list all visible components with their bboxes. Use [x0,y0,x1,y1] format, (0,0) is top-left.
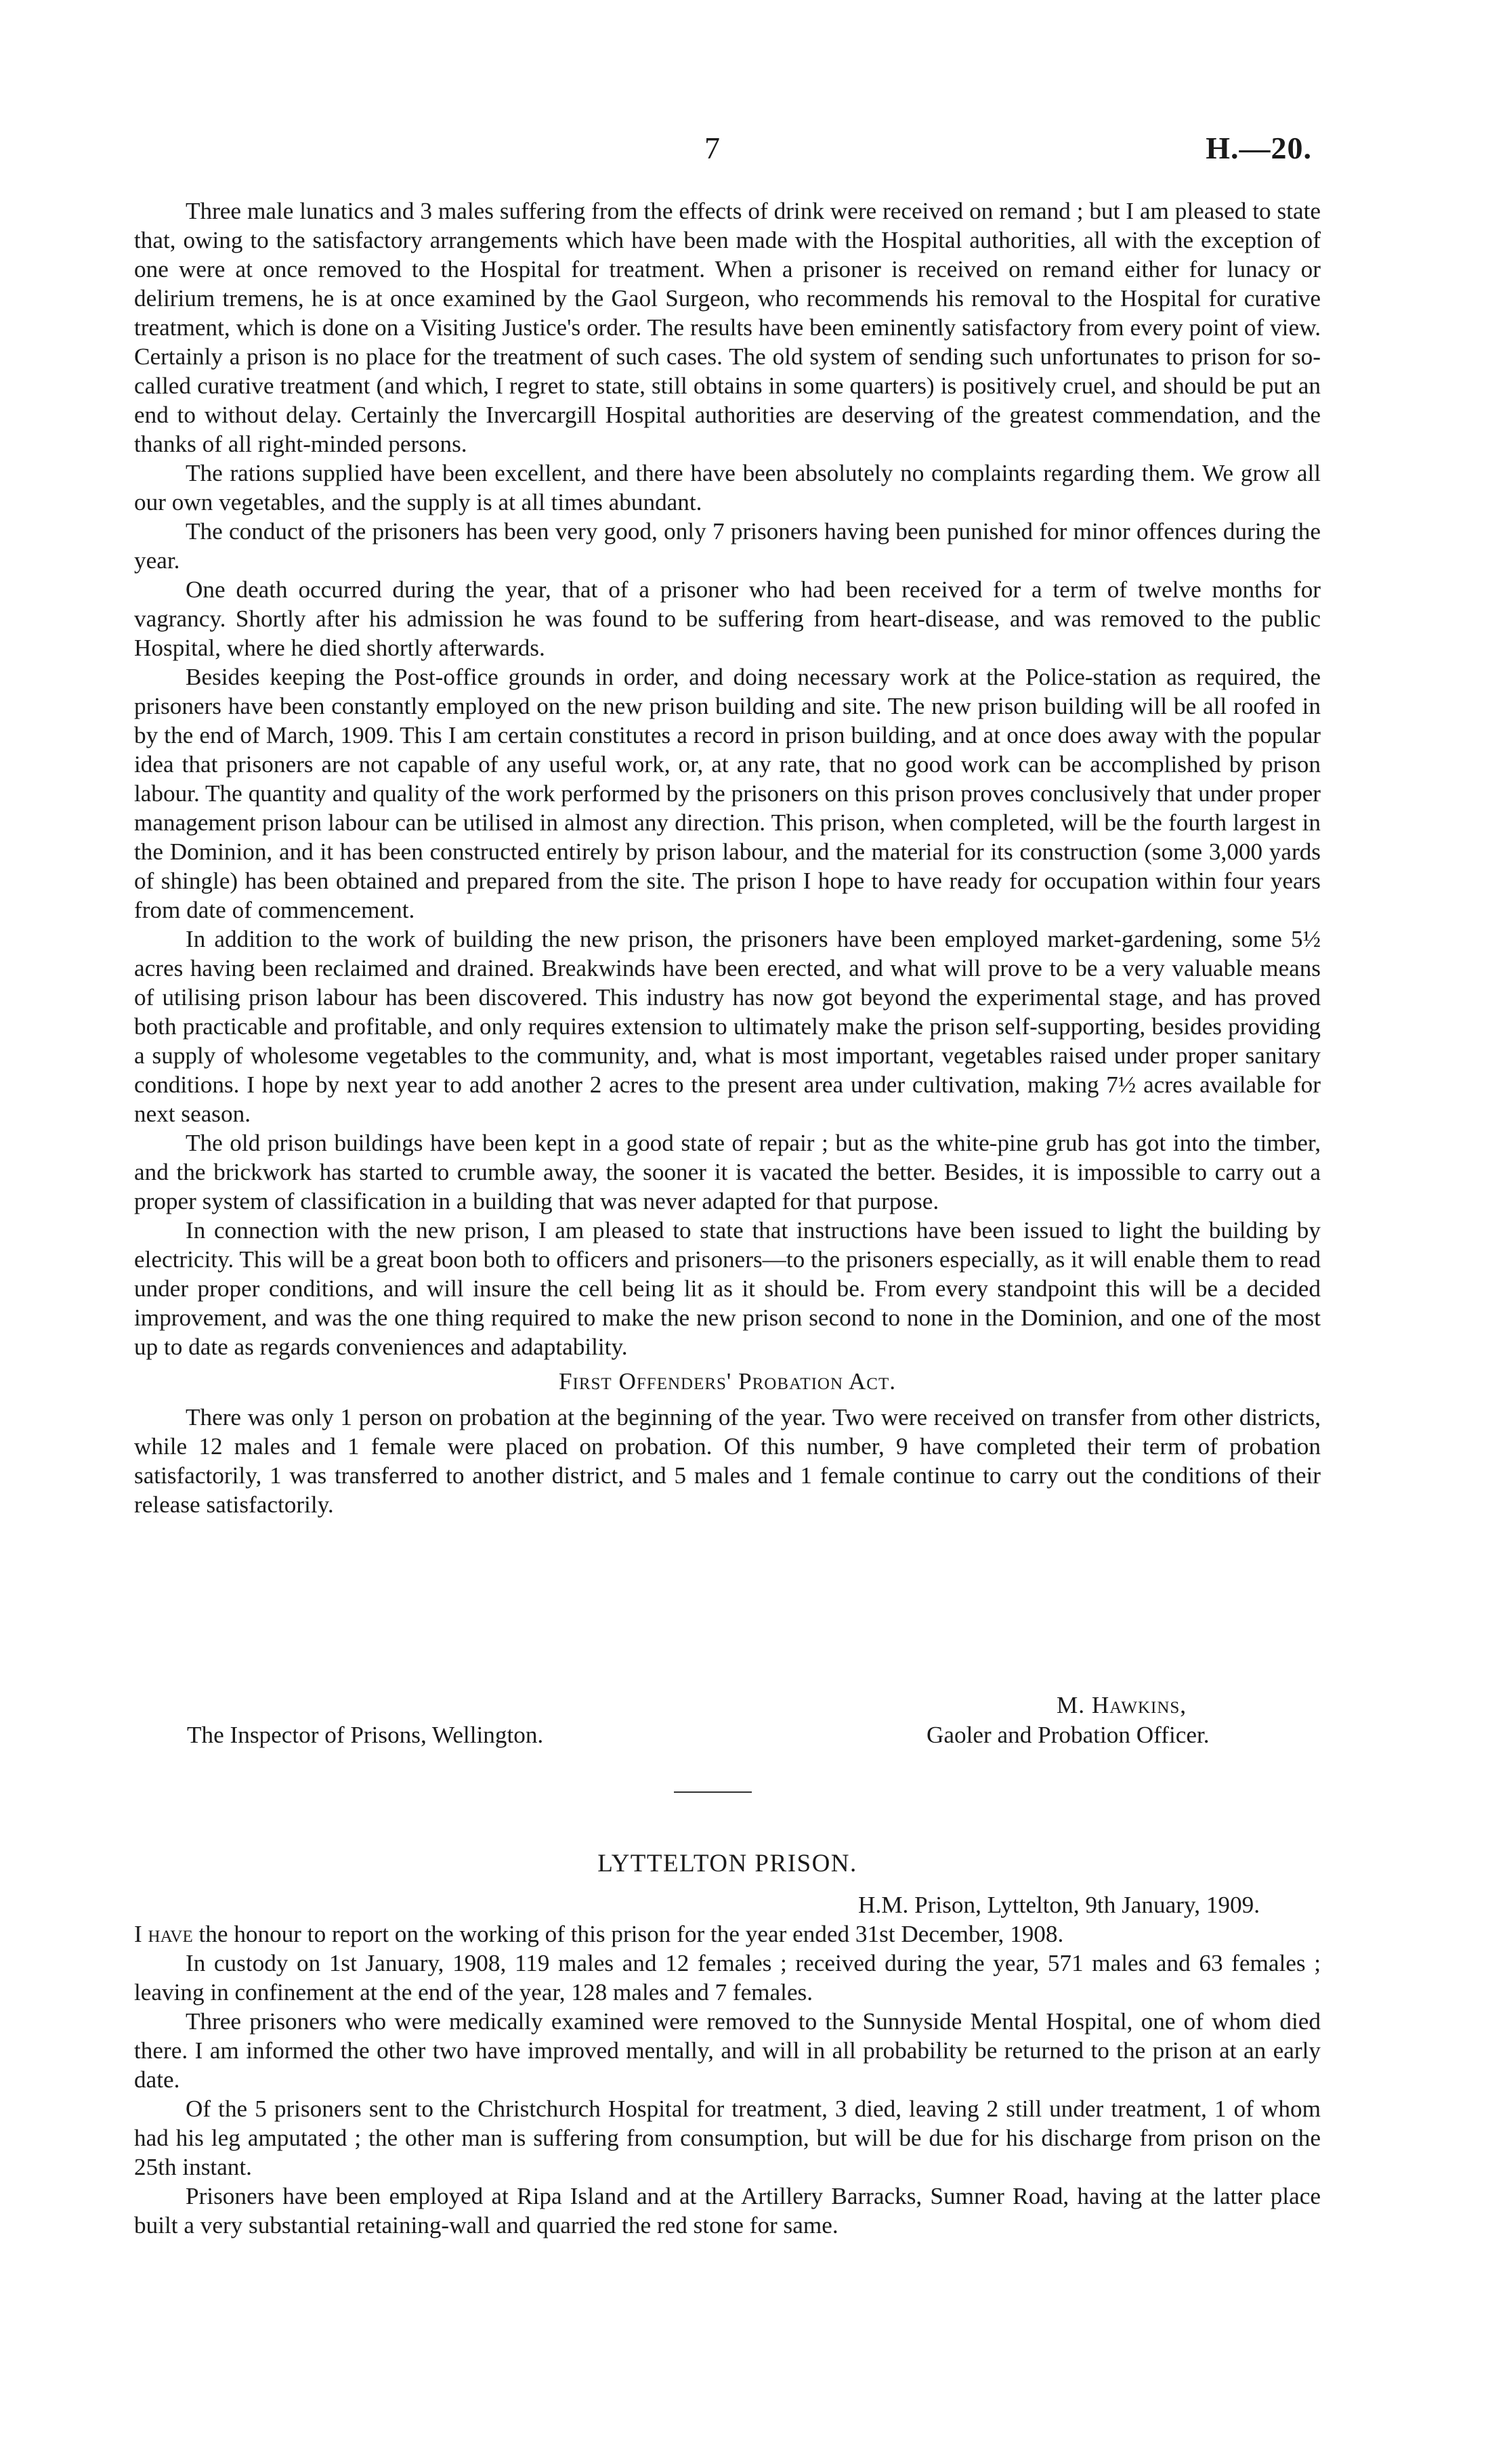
page-number: 7 [704,131,720,165]
paragraph-building: Besides keeping the Post-office grounds in order, and doing necessary work at the Police-station as required, the prisoners have been constantly employed on the new prison building and site. The new prison building will be all roofed in by the end of March, 1909. This I am certain constitutes a record in prison building, and at once does away with the popular idea that prisoners are not capable of any useful work, or, at any rate, that no good work can be accomplished by prison labour. The quantity and quality of the work performed by the prisoners on this prison proves conclusively that under proper management prison labour can be utilised in almost any direction. This prison, when completed, will be the fourth largest in the Dominion, and it has been constructed entirely by prison labour, and the material for its construction (some 3,000 yards of shingle) has been obtained and prepared from the site. The prison I hope to have ready for occupation within four years from date of commencement. [134,664,1321,923]
paragraph-lunatics: Three male lunatics and 3 males suffering from the effects of drink were received on remand ; but I am pleased to state that, owing to the satisfactory arrangements which have been made with the Hospital authorities, all with the exception of one were at once removed to the Hospital for treatment. When a prisoner is received on remand either for lunacy or delirium tremens, he is at once examined by the Gaol Surgeon, who recommends his removal to the Hospital for curative treatment, which is done on a Visiting Justice's order. The results have been eminently satisfactory from every point of view. Certainly a prison is no place for the treatment of such cases. The old system of sending such unfortunates to prison for so-called curative treatment (and which, I regret to state, still obtains in some quarters) is positively cruel, and should be put an end to without delay. Certainly the Invercargill Hospital authorities are deserving of the greatest commendation, and the thanks of all right-minded persons. [134,198,1321,457]
paragraph-employment: Prisoners have been employed at Ripa Island and at the Artillery Barracks, Sumner Road, having at the latter place built a very substantial retaining-wall and quarried the red stone for same. [134,2183,1321,2238]
paragraph-rations: The rations supplied have been excellent, and there have been absolutely no complaints regarding them. We grow all our own vegetables, and the supply is at all times abundant. [134,460,1321,515]
addressee: The Inspector of Prisons, Wellington. [187,1722,544,1748]
lyttelton-dateline: H.M. Prison, Lyttelton, 9th January, 1909. [858,1892,1260,1918]
opening-rest: the honour to report on the working of this prison for the year ended 31st December, 1908. [192,1921,1064,1947]
invercargill-report-body [134,196,1321,1519]
section-divider [674,1791,752,1793]
lyttelton-report-body [134,1849,1321,2240]
signatory-title: Gaoler and Probation Officer. [927,1722,1210,1748]
probation-heading: First Offenders' Probation Act. [558,1368,897,1395]
paragraph-custody: In custody on 1st January, 1908, 119 males and 12 females ; received during the year, 571 males and 63 females ; leaving in confinement at the end of the year, 128 males and 7 females. [134,1950,1321,2005]
paragraph-probation: There was only 1 person on probation at the beginning of the year. Two were received on transfer from other districts, while 12 males and 1 female were placed on probation. Of this number, 9 have completed their term of probation satisfactorily, 1 was transferred to another district, and 5 males and 1 female continue to carry out the conditions of their release satisfactorily. [134,1404,1321,1518]
paragraph-conduct: The conduct of the prisoners has been very good, only 7 prisoners having been punished for minor offences during the year. [134,518,1321,574]
lyttelton-title: LYTTELTON PRISON. [597,1850,857,1877]
paragraph-death: One death occurred during the year, that of a prisoner who had been received for a term of twelve months for vagrancy. Shortly after his admission he was found to be suffering from heart-disease, and was removed to the public Hospital, where he died shortly afterwards. [134,576,1321,661]
paragraph-gardening: In addition to the work of building the new prison, the prisoners have been employed market-gardening, some 5½ acres having been reclaimed and drained. Breakwinds have been erected, and what will prove to be a very valuable means of utilising prison labour has been discovered. This industry has now got beyond the experimental stage, and has proved both practicable and profitable, and only requires extension to ultimately make the prison self-supporting, besides providing a supply of wholesome vegetables to the community, and, what is most important, vegetables raised under proper sanitary conditions. I hope by next year to add another 2 acres to the present area under cultivation, making 7½ acres available for next season. [134,926,1321,1127]
opening-smallcaps: I have [134,1921,193,1947]
page-header [0,130,1488,177]
document-reference: H.—20. [1206,131,1312,165]
paragraph-old-buildings: The old prison buildings have been kept in a good state of repair ; but as the white-pine grub has got into the timber, and the brickwork has started to crumble away, the sooner it is vacated the better. Besides, it is impossible to carry out a proper system of classification in a building that was never adapted for that purpose. [134,1130,1321,1214]
lyttelton-opening [134,1919,1321,1949]
paragraph-mental-hospital: Three prisoners who were medically examined were removed to the Sunnyside Mental Hospital, one of whom died there. I am informed the other two have improved mentally, and will in all probability be returned to the prison at an early date. [134,2008,1321,2093]
paragraph-electricity: In connection with the new prison, I am pleased to state that instructions have been issued to light the building by electricity. This will be a great boon both to officers and prisoners—to the prisoners especially, as it will enable them to read under proper conditions, and will insure the cell being lit as it should be. From every standpoint this will be a decided improvement, and was the one thing required to make the new prison second to none in the Dominion, and one of the most up to date as regards conveniences and adaptability. [134,1217,1321,1360]
signatory-name: M. Hawkins, [1057,1692,1187,1718]
paragraph-christchurch-hospital: Of the 5 prisoners sent to the Christchurch Hospital for treatment, 3 died, leaving 2 still under treatment, 1 of whom had his leg amputated ; the other man is suffering from consumption, but will be due for his discharge from prison on the 25th instant. [134,2096,1321,2180]
